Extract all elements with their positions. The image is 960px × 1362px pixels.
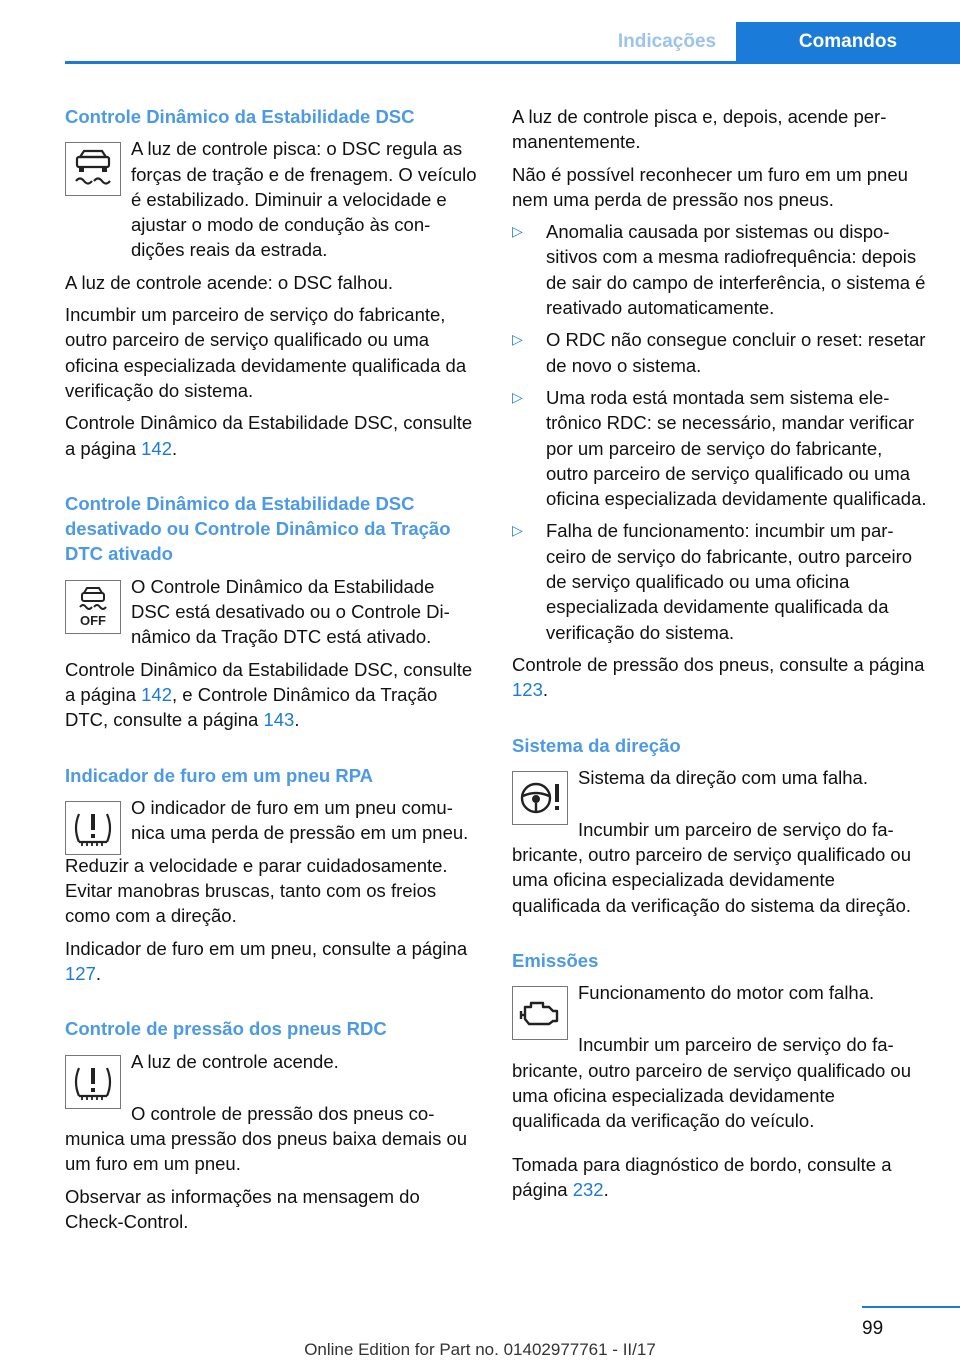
rdc-p1: Observar as informações na mensagem do Check-Control. <box>65 1185 420 1232</box>
emissions-ref-text: Tomada para diagnóstico de bordo, consulte a página <box>512 1153 892 1200</box>
page-link-143[interactable]: 143 <box>263 709 295 731</box>
left-column <box>65 104 477 1241</box>
footer-rule <box>862 1306 960 1308</box>
list-item: ▷ O RDC não consegue concluir o reset: resetar de novo o sistema. <box>512 327 927 378</box>
dsc-off-icon <box>65 580 121 634</box>
emissions-lead1: Funcionamento do motor com falha. <box>578 982 875 1004</box>
rdc-cont-ref: Controle de pressão dos pneus, consulte a página 123. <box>512 653 925 701</box>
page-number: 99 <box>862 1318 884 1339</box>
dsc-off-ref-text2: , e Controle Dinâmico da Tração DTC, consulte a página <box>65 683 438 731</box>
rpa-lead: O indicador de furo em um pneu comunica uma perda de pressão em um pneu. <box>131 796 469 844</box>
dsc-off-warning <box>65 574 477 650</box>
tire-pressure-icon-rdc <box>65 1055 121 1109</box>
rpa-ref: Indicador de furo em um pneu, consulte a página 127. <box>65 937 468 985</box>
emissions-ref: Tomada para diagnóstico de bordo, consulte a página 232. <box>512 1153 892 1200</box>
off-label: OFF <box>80 612 106 628</box>
rdc-lead2: O controle de pressão dos pneus comunica uma pressão dos pneus baixa demais ou um furo em um pneu. <box>65 1102 468 1175</box>
section-title-dsc-off: Controle Dinâmico da Estabilidade DSC desativado ou Controle Dinâmico da Tração DTC ativado <box>65 492 451 565</box>
rdc-ref-text: Controle de pressão dos pneus, consulte a página <box>512 653 925 675</box>
page-link-142b[interactable]: 142 <box>141 683 172 705</box>
page-link-127[interactable]: 127 <box>65 963 96 985</box>
list-item: ▷ Falha de funcionamento: incumbir um parceiro de serviço do fabricante, outro parceiro de serviço qualificado ou uma oficina especializada devidamente qualificada da verificação do sistema. <box>512 518 927 644</box>
steering-lead1: Sistema da direção com uma falha. <box>578 766 868 788</box>
page-header <box>0 0 960 62</box>
page-link-232[interactable]: 232 <box>572 1178 604 1200</box>
section-title-rpa: Indicador de furo em um pneu RPA <box>65 764 374 786</box>
dsc-ref-text: Controle Dinâmico da Estabilidade DSC, consulte a página <box>65 412 473 459</box>
steering-wheel-icon <box>512 771 568 825</box>
rpa-warning <box>65 795 477 853</box>
steering-lead2: Incumbir um parceiro de serviço do fabricante, outro parceiro de serviço qualificado ou uma oficina especializada devidamente qualificada da verificação do sistema da direção. <box>512 818 912 916</box>
footer-edition: Online Edition for Part no. 01402977761 - II/17 <box>304 1340 656 1359</box>
page-link-123[interactable]: 123 <box>512 679 543 701</box>
rdc-cont-p1: A luz de controle pisca e, depois, acende permanentemente. <box>512 106 887 153</box>
section-title-steering: Sistema da direção <box>512 734 681 756</box>
page-link-142[interactable]: 142 <box>141 437 172 459</box>
dsc-off-lead: O Controle Dinâmico da Estabilidade DSC está desativado ou o Controle Dinâmico da Tração DTC está ativado. <box>131 575 450 648</box>
rdc-bullet-list <box>512 219 927 645</box>
list-item: ▷ Uma roda está montada sem sistema eletrônico RDC: se necessário, mandar verificar por um parceiro de serviço do fabricante, outro parceiro de serviço qualificado ou uma oficina especializada devidamente qualificada. <box>512 385 927 511</box>
dsc-p2: Incumbir um parceiro de serviço do fabricante, outro parceiro de serviço qualificado ou uma oficina especializada devidamente qualificada da verificação do sistema. <box>65 304 467 401</box>
rdc-cont-p2: Não é possível reconhecer um furo em um pneu nem uma perda de pressão nos pneus. <box>512 163 908 210</box>
dsc-warning <box>65 136 477 262</box>
steering-warning <box>512 765 927 823</box>
section-title-emissions: Emissões <box>512 950 599 972</box>
rdc-warning <box>65 1049 477 1107</box>
dsc-p1: A luz de controle acende: o DSC falhou. <box>65 271 394 293</box>
list-item: ▷ Anomalia causada por sistemas ou dispositivos com a mesma radiofrequência: depois de sair do campo de interferência, o sistema é reativado automaticamente. <box>512 219 927 320</box>
dsc-skid-icon <box>65 142 121 196</box>
dsc-lead: A luz de controle pisca: o DSC regula as forças de tração e de frenagem. O veículo é estabilizado. Diminuir a velocidade e ajustar o modo de condução às condições reais da estrada. <box>131 138 477 261</box>
emissions-lead2: Incumbir um parceiro de serviço do fabricante, outro parceiro de serviço qualificado ou uma oficina especializada devidamente qualificada da verificação do veículo. <box>512 1034 912 1132</box>
header-rule <box>65 61 960 64</box>
rpa-p1: Reduzir a velocidade e parar cuidadosamente. Evitar manobras bruscas, tanto com os freios como com a direção. <box>65 854 448 927</box>
dsc-ref: Controle Dinâmico da Estabilidade DSC, consulte a página 142. <box>65 412 473 459</box>
dsc-off-ref-text1: Controle Dinâmico da Estabilidade DSC, consulte a página <box>65 658 473 705</box>
dsc-off-ref: Controle Dinâmico da Estabilidade DSC, consulte a página 142, e Controle Dinâmico da Tração DTC, consulte a página 143. <box>65 658 473 731</box>
right-column <box>512 104 927 1209</box>
tab-comandos[interactable]: Comandos <box>736 22 960 62</box>
engine-icon <box>512 986 568 1040</box>
rpa-ref-text: Indicador de furo em um pneu, consulte a página <box>65 937 468 959</box>
section-title-dsc: Controle Dinâmico da Estabilidade DSC <box>65 106 415 127</box>
section-title-rdc: Controle de pressão dos pneus RDC <box>65 1018 387 1040</box>
tire-pressure-icon <box>65 801 121 855</box>
tab-indicacoes[interactable]: Indicações <box>617 31 717 52</box>
emissions-warning <box>512 980 927 1038</box>
rdc-lead1: A luz de controle acende. <box>131 1050 339 1072</box>
